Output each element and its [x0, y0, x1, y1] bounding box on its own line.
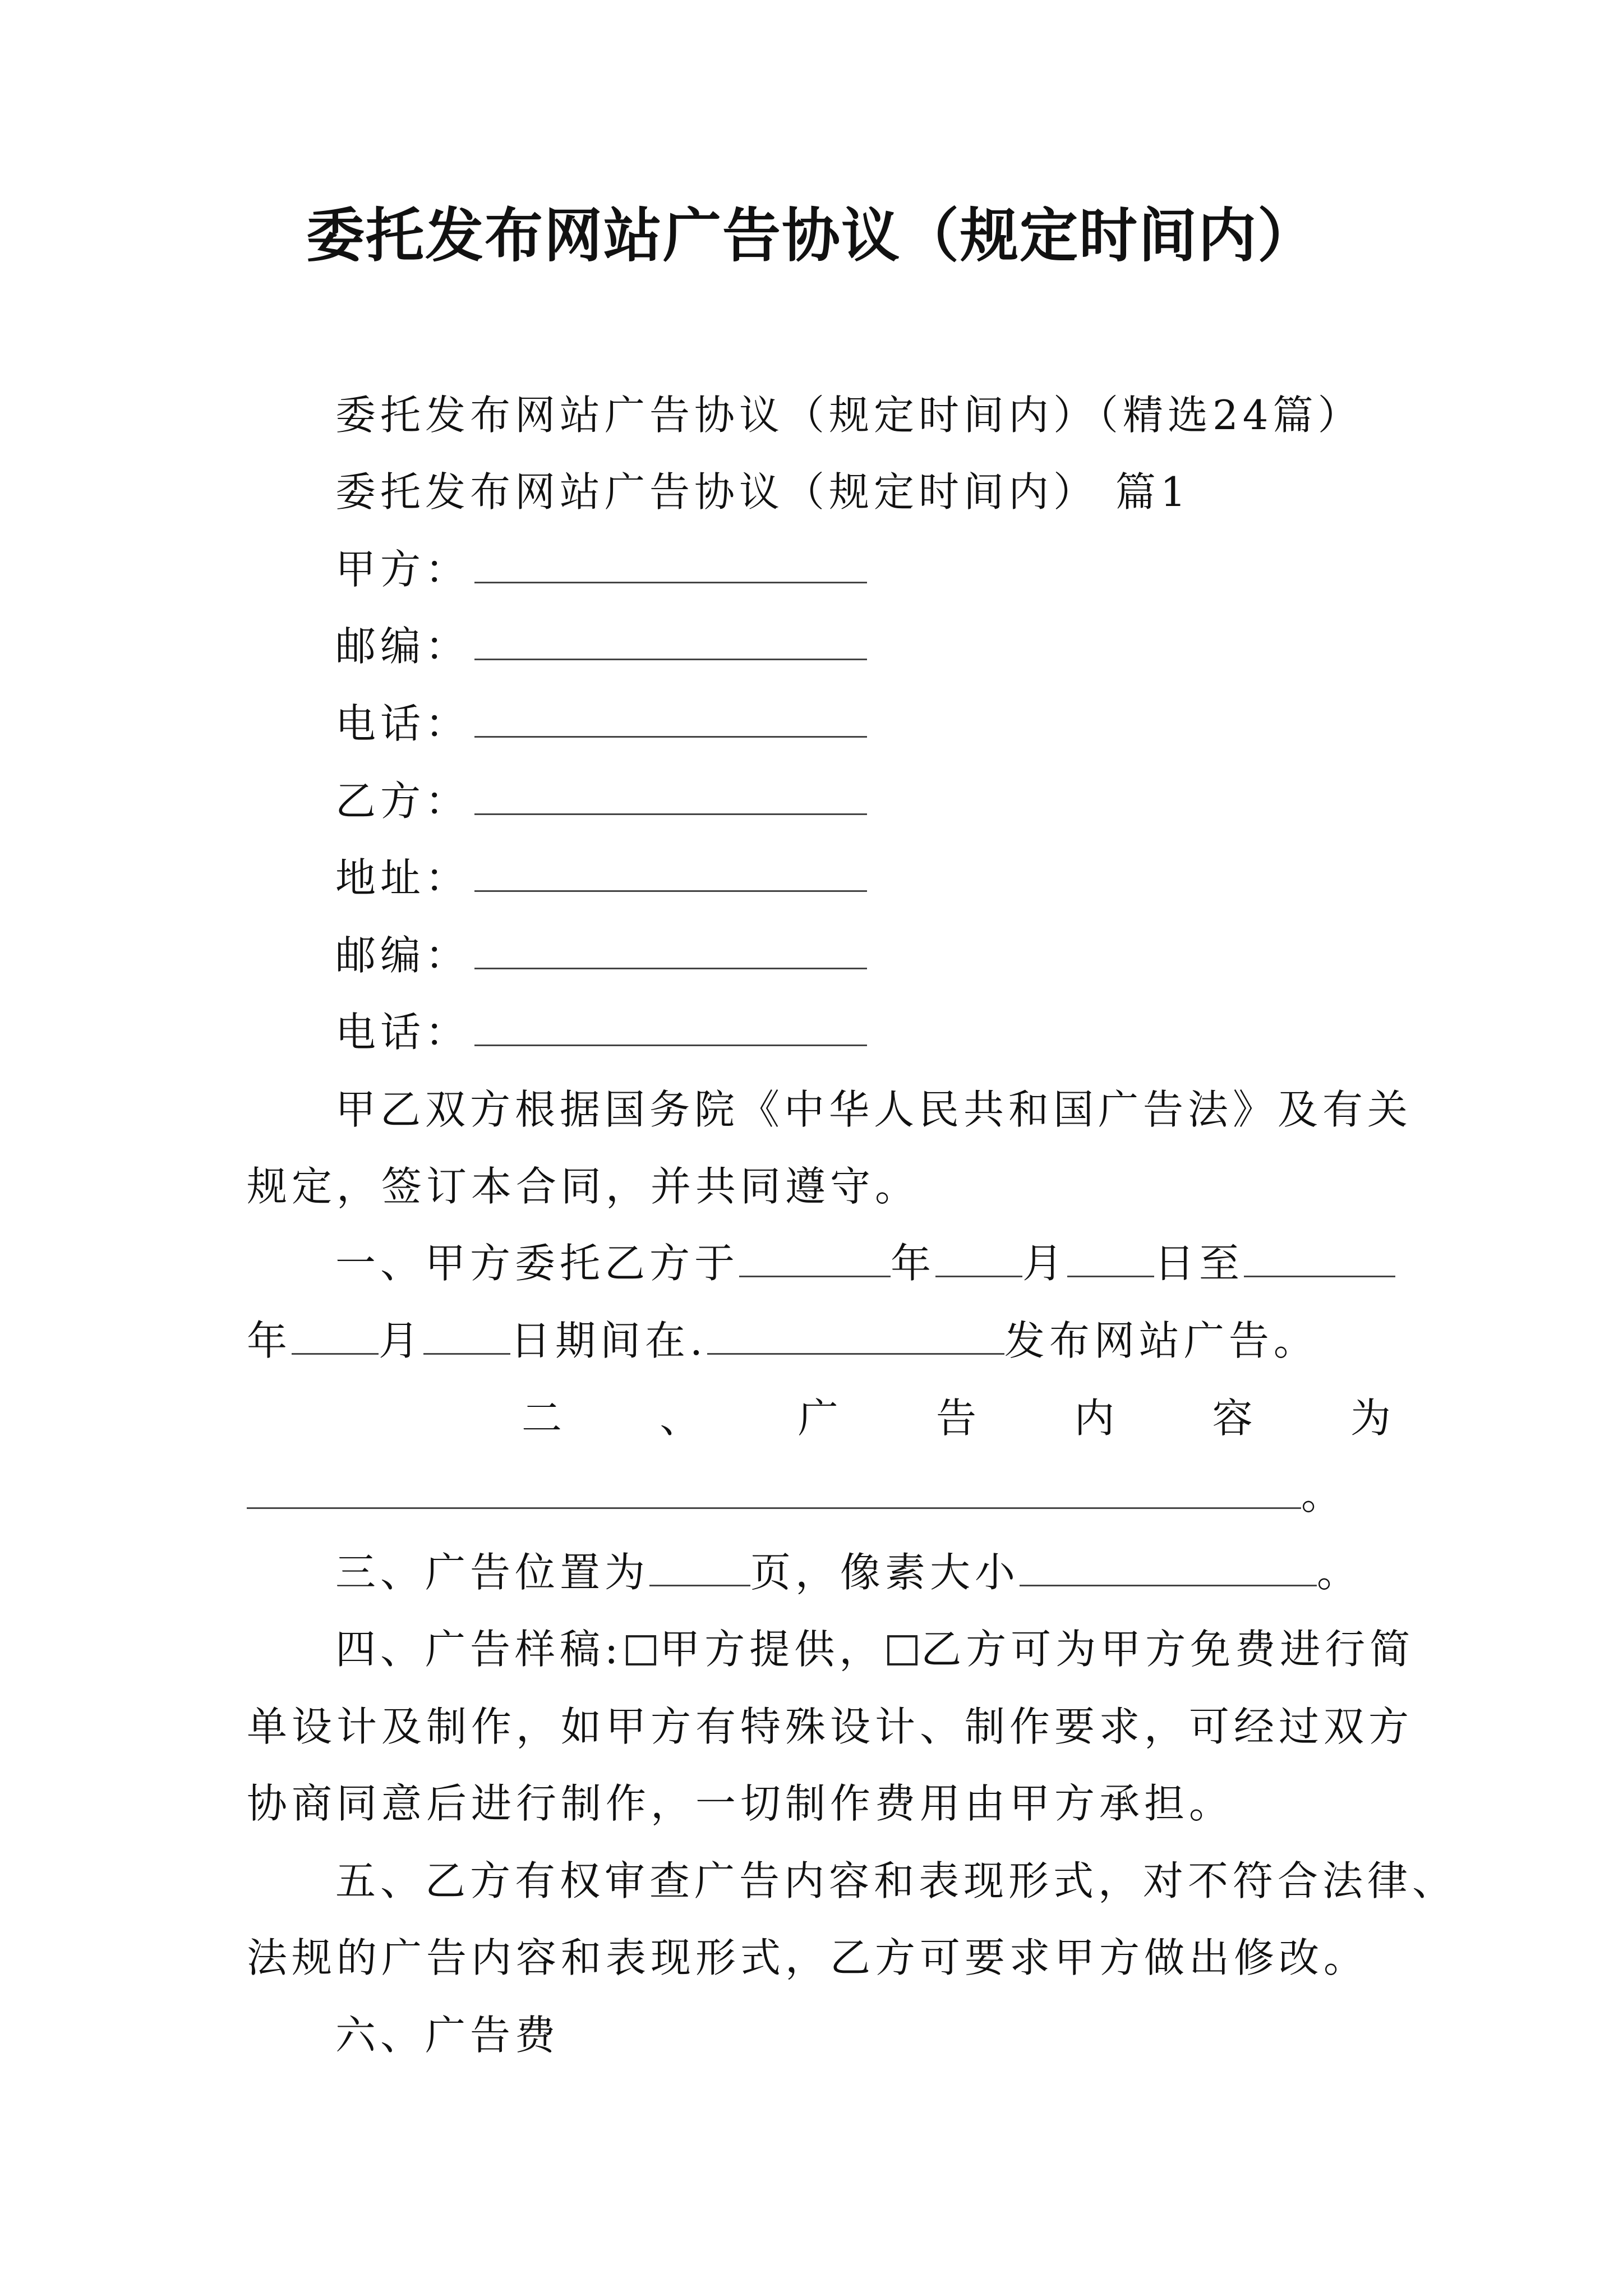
- intro-paragraph-line1: 甲乙双方根据国务院《中华人民共和国广告法》及有关: [335, 1086, 1413, 1133]
- intro-paragraph-line2: 规定，签订本合同，并共同遵守。: [247, 1163, 920, 1210]
- checkbox-party-b-designs[interactable]: [887, 1635, 917, 1665]
- blank-line: [1244, 1236, 1395, 1277]
- field-phone-a: 电话：: [335, 696, 867, 752]
- clause-3: 三、广告位置为 页，像素大小 。: [335, 1544, 1362, 1600]
- clause-4-line3: 协商同意后进行制作，一切制作费用由甲方承担。: [247, 1780, 1234, 1827]
- blank-line: [1067, 1236, 1154, 1277]
- document-subtitle: 委托发布网站广告协议（规定时间内）（精选24篇）: [335, 392, 1363, 439]
- field-party-a: 甲方：: [335, 541, 867, 597]
- clause-4-line2: 单设计及制作，如甲方有特殊设计、制作要求，可经过双方: [247, 1703, 1414, 1750]
- blank-line: [474, 1005, 867, 1046]
- field-party-b: 乙方：: [335, 773, 867, 829]
- blank-line: [707, 1314, 1004, 1355]
- clause-1-line1: 一、甲方委托乙方于 年 月 日至: [335, 1235, 1395, 1291]
- clause-2-line2: 。: [247, 1467, 1346, 1523]
- clause-1-line2: 年 月 日期间在. 发布网站广告。: [247, 1313, 1318, 1369]
- document-title: 委托发布网站广告协议（规定时间内）: [306, 201, 1317, 270]
- clause-4-line1: 四、广告样稿: 甲方提供， 乙方可为甲方免费进行简: [335, 1626, 1415, 1673]
- blank-line: [292, 1314, 379, 1355]
- blank-line: [423, 1314, 510, 1355]
- section-heading: 委托发布网站广告协议（规定时间内） 篇1: [335, 468, 1191, 516]
- blank-line: [474, 542, 867, 583]
- blank-line: [474, 928, 867, 969]
- checkbox-party-a-provides[interactable]: [626, 1635, 656, 1665]
- blank-line: [1020, 1545, 1317, 1586]
- field-postcode-a: 邮编：: [335, 618, 867, 674]
- field-phone-b: 电话：: [335, 1004, 867, 1060]
- field-postcode-b: 邮编：: [335, 927, 867, 983]
- blank-line: [649, 1545, 750, 1586]
- clause-5-line1: 五、乙方有权审查广告内容和表现形式，对不符合法律、: [335, 1857, 1458, 1904]
- blank-line: [739, 1236, 891, 1277]
- blank-line: [474, 851, 867, 892]
- blank-line: [474, 774, 867, 815]
- blank-line: [935, 1236, 1022, 1277]
- clause-2-line1: 二 、 广 告 内 容 为: [522, 1395, 1391, 1442]
- blank-line: [247, 1468, 1301, 1509]
- clause-5-line2: 法规的广告内容和表现形式，乙方可要求甲方做出修改。: [247, 1934, 1369, 1981]
- blank-line: [474, 697, 867, 738]
- field-address-b: 地址：: [335, 850, 867, 906]
- clause-6: 六、广告费: [335, 2012, 560, 2059]
- blank-line: [474, 619, 867, 660]
